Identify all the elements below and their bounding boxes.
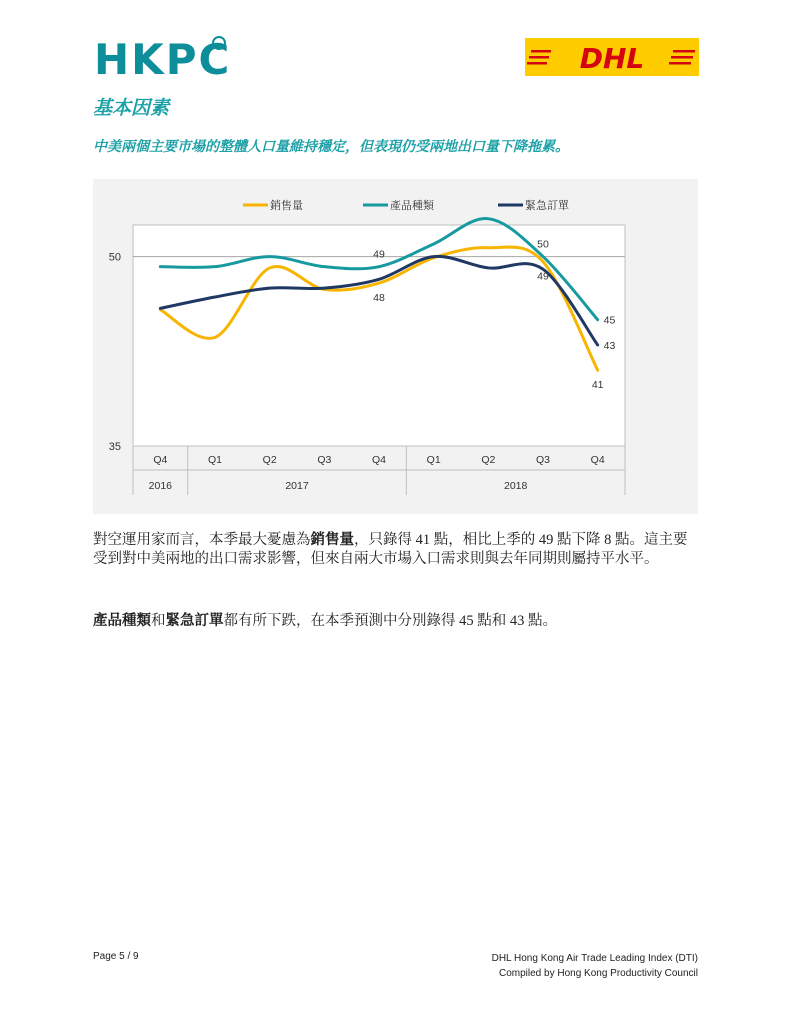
- year-label-2016: 2016: [148, 480, 173, 492]
- paragraph2-bold-variety: 產品種類: [93, 613, 151, 629]
- y-tick-label-0: 50: [108, 251, 121, 264]
- x-tick-label-6: Q2: [481, 454, 496, 466]
- footer-credits: [492, 951, 698, 981]
- data-label-2: 50: [537, 238, 549, 251]
- data-label-5: 43: [603, 339, 616, 352]
- paragraph2-and: 和: [151, 613, 166, 629]
- hkpc-logo-mark: [212, 36, 226, 50]
- page-number: Page 5 / 9: [93, 951, 139, 962]
- line-chart: [93, 179, 698, 514]
- paragraph2-text-end: 都有所下跌，在本季預測中分別錄得 45 點和 43 點。: [223, 613, 557, 629]
- paragraph1-text-end: ，只錄得 41 點，相比上季的 49 點下降 8 點。這主要受到對中美兩地的出口需求影響，但來自兩大市場入口需求則與去年同期則屬持平水平。: [93, 532, 688, 567]
- x-tick-label-4: Q4: [371, 454, 387, 466]
- paragraph-variety-urgent: [93, 612, 699, 631]
- dhl-logo-text: DHL: [579, 42, 645, 75]
- hkpc-logo-text: HKPC: [94, 35, 232, 84]
- x-tick-label-3: Q3: [317, 454, 332, 466]
- x-tick-label-5: Q1: [426, 454, 441, 466]
- x-tick-label-1: Q1: [207, 454, 223, 466]
- paragraph2-bold-urgent: 緊急訂單: [165, 613, 224, 629]
- year-label-2018: 2018: [503, 480, 528, 492]
- chart-svg: [93, 179, 698, 514]
- legend-label-sales: 銷售量: [270, 199, 303, 212]
- legend-label-urgent: 緊急訂單: [525, 199, 569, 212]
- footer-line2: Compiled by Hong Kong Productivity Council: [499, 968, 698, 979]
- data-label-4: 45: [603, 314, 616, 327]
- dhl-logo: [525, 38, 699, 76]
- paragraph1-text-start: 對空運用家而言，本季最大憂慮為: [93, 532, 311, 548]
- data-label-3: 49: [537, 270, 549, 283]
- x-tick-label-2: Q2: [262, 454, 277, 466]
- footer-line1: DHL Hong Kong Air Trade Leading Index (DTI): [491, 953, 698, 964]
- data-label-0: 49: [373, 248, 385, 261]
- data-label-6: 41: [591, 379, 604, 392]
- paragraph-sales: [93, 531, 699, 569]
- subtitle: 中美兩個主要市場的整體人口量維持穩定，但表現仍受兩地出口量下降拖累。: [93, 139, 569, 155]
- chart-legend: [243, 198, 569, 212]
- paragraph1-bold-sales: 銷售量: [310, 532, 354, 548]
- data-label-1: 48: [373, 292, 385, 305]
- section-title: 基本因素: [93, 97, 170, 119]
- y-tick-label-1: 35: [108, 441, 121, 453]
- legend-label-variety: 產品種類: [390, 199, 434, 212]
- x-tick-label-8: Q4: [590, 454, 605, 466]
- year-label-2017: 2017: [285, 480, 309, 492]
- x-axis: [133, 446, 625, 495]
- hkpc-logo: [94, 36, 234, 84]
- x-tick-label-7: Q3: [535, 454, 551, 466]
- x-tick-label-0: Q4: [153, 454, 168, 466]
- dhl-logo-graphic: [525, 38, 699, 76]
